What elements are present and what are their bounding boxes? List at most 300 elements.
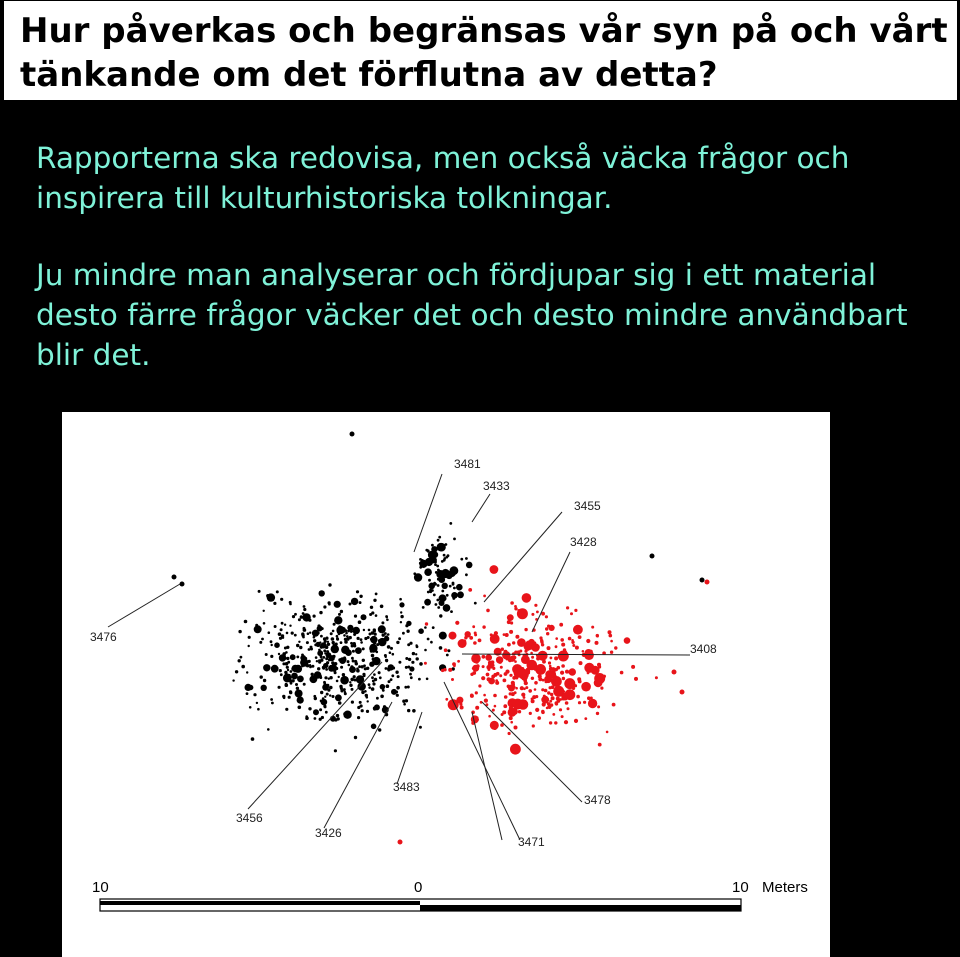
red-find-dot xyxy=(507,614,514,621)
black-find-dot xyxy=(320,658,323,661)
black-find-dot xyxy=(357,637,360,640)
black-find-dot xyxy=(438,536,441,539)
black-find-dot xyxy=(320,655,323,658)
red-find-dot xyxy=(584,717,587,720)
red-find-dot xyxy=(444,648,448,652)
black-find-dot xyxy=(326,650,329,653)
black-find-dot xyxy=(371,631,374,634)
black-find-dot xyxy=(342,673,345,676)
black-find-dot xyxy=(294,668,297,671)
title-box xyxy=(3,0,958,101)
red-find-dot xyxy=(548,675,552,679)
black-find-dot xyxy=(316,660,318,662)
black-find-dot xyxy=(270,698,273,701)
black-find-dot xyxy=(427,638,430,641)
black-find-dot xyxy=(281,622,284,625)
black-find-dot xyxy=(327,643,330,646)
black-find-dot xyxy=(424,626,427,629)
black-find-dot xyxy=(294,634,297,637)
black-find-dot xyxy=(421,559,424,562)
red-find-dot xyxy=(502,651,510,659)
red-find-dot xyxy=(503,633,506,636)
black-find-dot xyxy=(411,661,414,664)
label-3483: 3483 xyxy=(393,780,420,794)
black-find-dot xyxy=(375,593,378,596)
black-find-dot xyxy=(285,651,288,654)
black-find-dot xyxy=(361,614,367,620)
black-find-dot xyxy=(435,603,438,606)
black-find-dot xyxy=(419,566,422,569)
black-find-dot xyxy=(449,522,452,525)
black-find-dot xyxy=(273,602,276,605)
red-find-dot xyxy=(472,667,475,670)
black-find-dot xyxy=(319,718,322,721)
black-find-dot xyxy=(343,634,346,637)
black-find-dot xyxy=(351,598,358,605)
black-find-dot xyxy=(434,563,437,566)
scale-label-left: 10 xyxy=(92,879,109,896)
black-find-dot xyxy=(317,667,320,670)
black-find-dot xyxy=(330,632,333,635)
black-find-dot xyxy=(389,651,392,654)
black-find-dot xyxy=(405,699,408,702)
label-3471: 3471 xyxy=(518,835,545,849)
black-find-dot xyxy=(254,625,262,633)
black-find-dot xyxy=(255,624,258,627)
red-find-dot xyxy=(468,588,472,592)
red-find-dot xyxy=(549,700,552,703)
black-find-dot xyxy=(314,671,322,679)
red-find-dot xyxy=(560,638,564,642)
black-find-dot xyxy=(288,696,291,699)
black-find-dot xyxy=(323,681,326,684)
red-find-dot xyxy=(567,707,570,710)
black-find-dot xyxy=(320,635,323,638)
black-find-dot xyxy=(345,632,348,635)
black-find-dot xyxy=(376,651,379,654)
red-find-dot xyxy=(585,649,593,657)
black-find-dot xyxy=(424,599,431,606)
black-find-dot xyxy=(336,714,339,717)
black-find-dot xyxy=(441,560,444,563)
red-find-dot xyxy=(541,643,544,646)
black-find-dot xyxy=(258,590,261,593)
black-find-dot xyxy=(296,687,299,690)
distribution-map-figure xyxy=(62,412,830,957)
black-find-dot xyxy=(351,688,354,691)
black-find-dot xyxy=(317,650,323,656)
red-find-dot xyxy=(597,663,601,667)
red-find-dot xyxy=(545,680,548,683)
black-find-dot xyxy=(374,678,377,681)
black-find-dot xyxy=(246,692,249,695)
black-find-dot xyxy=(313,615,316,618)
black-find-dot xyxy=(431,546,437,552)
black-find-dot xyxy=(297,676,304,683)
red-find-dot xyxy=(460,706,464,710)
red-find-dot xyxy=(424,662,427,665)
black-find-dot xyxy=(366,710,369,713)
black-find-dot xyxy=(428,555,431,558)
black-find-dot xyxy=(452,583,455,586)
black-find-dot xyxy=(385,667,388,670)
black-find-dot xyxy=(361,709,364,712)
black-find-dot xyxy=(395,671,398,674)
black-find-dot xyxy=(347,660,350,663)
black-find-dot xyxy=(336,680,339,683)
black-find-dot xyxy=(437,539,440,542)
red-find-dot xyxy=(482,655,486,659)
black-find-dot xyxy=(400,621,402,623)
black-find-dot xyxy=(260,675,263,678)
black-find-dot xyxy=(354,736,357,739)
black-find-dot xyxy=(344,691,346,693)
black-find-dot xyxy=(441,590,444,593)
black-find-dot xyxy=(284,657,287,660)
black-find-dot xyxy=(362,659,365,662)
black-find-dot xyxy=(314,697,317,700)
black-find-dot xyxy=(283,697,286,700)
red-find-dot xyxy=(610,651,613,654)
black-find-dot xyxy=(285,683,289,687)
black-find-dot xyxy=(351,701,354,704)
black-find-dot xyxy=(386,684,390,688)
black-find-dot xyxy=(356,590,359,593)
black-find-dot xyxy=(398,637,401,640)
black-find-dot xyxy=(278,653,280,655)
black-find-dot xyxy=(372,682,375,685)
black-find-dot xyxy=(338,701,342,705)
black-find-dot xyxy=(331,637,335,641)
outlier-find-dot xyxy=(680,690,685,695)
black-find-dot xyxy=(276,590,279,593)
black-find-dot xyxy=(334,616,342,624)
red-find-dot xyxy=(476,716,479,719)
red-find-dot xyxy=(560,671,564,675)
black-find-dot xyxy=(460,558,463,561)
black-find-dot xyxy=(319,708,322,711)
black-find-dot xyxy=(451,592,458,599)
red-find-dot xyxy=(537,716,541,720)
black-find-dot xyxy=(359,601,362,604)
red-find-dot xyxy=(531,656,534,659)
black-find-dot xyxy=(289,690,292,693)
scale-label-right: 10 xyxy=(732,879,749,896)
black-find-dot xyxy=(403,703,406,706)
black-find-dot xyxy=(333,623,336,626)
red-find-dot xyxy=(534,604,537,607)
red-find-dot xyxy=(514,605,517,608)
black-find-dot xyxy=(433,594,436,597)
red-find-dot xyxy=(485,654,492,661)
black-find-dot xyxy=(315,656,318,659)
black-find-dot xyxy=(303,627,306,630)
black-find-dot xyxy=(274,642,280,648)
black-find-dot xyxy=(246,671,248,673)
black-find-dot xyxy=(291,654,294,657)
red-find-dot xyxy=(478,684,481,687)
red-find-dot xyxy=(586,639,590,643)
black-find-dot xyxy=(437,584,440,587)
black-find-dot xyxy=(244,620,248,624)
black-find-dot xyxy=(354,660,357,663)
black-find-dot xyxy=(334,601,341,608)
red-find-dot xyxy=(478,639,482,643)
red-find-dot xyxy=(482,665,485,668)
red-find-dot xyxy=(547,646,551,650)
red-find-dot xyxy=(503,679,507,683)
black-find-dot xyxy=(385,656,387,658)
red-find-dot xyxy=(515,687,518,690)
red-find-dot xyxy=(600,687,603,690)
black-find-dot xyxy=(263,610,265,612)
red-find-dot xyxy=(475,660,479,664)
black-find-dot xyxy=(371,687,375,691)
black-find-dot xyxy=(307,632,310,635)
black-find-dot xyxy=(360,638,363,641)
black-find-dot xyxy=(314,632,317,635)
leader-line xyxy=(532,552,570,632)
red-find-dot xyxy=(571,641,574,644)
red-find-dot xyxy=(612,703,616,707)
red-find-dot xyxy=(507,643,511,647)
red-find-dot xyxy=(469,636,473,640)
leader-line xyxy=(397,712,422,784)
leader-line xyxy=(248,662,382,809)
black-find-dot xyxy=(399,602,404,607)
black-find-dot xyxy=(310,646,313,649)
black-find-dot xyxy=(406,630,409,633)
black-find-dot xyxy=(301,654,304,657)
red-find-dot xyxy=(483,595,486,598)
black-find-dot xyxy=(326,652,332,658)
red-find-dot xyxy=(578,635,582,639)
red-find-dot xyxy=(564,678,575,689)
black-find-dot xyxy=(350,678,354,682)
black-find-dot xyxy=(280,628,283,631)
red-find-dot xyxy=(563,650,567,654)
black-find-dot xyxy=(399,598,402,601)
black-find-dot xyxy=(367,700,369,702)
black-find-dot xyxy=(295,690,303,698)
red-find-dot xyxy=(490,660,494,664)
red-find-dot xyxy=(587,696,591,700)
red-find-dot xyxy=(565,701,569,705)
black-find-dot xyxy=(270,655,273,658)
black-find-dot xyxy=(353,675,356,678)
black-find-dot xyxy=(457,591,464,598)
black-find-dot xyxy=(271,644,273,646)
red-find-dot xyxy=(555,637,558,640)
red-find-dot xyxy=(634,677,638,681)
black-find-dot xyxy=(248,636,251,639)
black-find-dot xyxy=(400,611,402,613)
black-find-dot xyxy=(320,691,323,694)
slide-title: Hur påverkas och begränsas vår syn på och vårt tänkande om det förflutna av detta? xyxy=(20,11,948,95)
black-find-dot xyxy=(355,647,362,654)
black-find-dot xyxy=(323,605,326,608)
black-find-dot xyxy=(293,673,296,676)
black-find-dot xyxy=(332,630,335,633)
red-find-dot xyxy=(546,632,549,635)
black-find-dot xyxy=(443,604,451,612)
black-find-dot xyxy=(436,599,439,602)
red-find-dot xyxy=(519,650,522,653)
black-find-dot xyxy=(306,641,309,644)
black-find-dot xyxy=(465,557,468,560)
black-find-dot xyxy=(371,676,374,679)
red-find-dot xyxy=(579,661,583,665)
red-find-dot xyxy=(559,708,562,711)
outlier-find-dot xyxy=(172,575,177,580)
leader-line xyxy=(472,712,502,840)
black-find-dot xyxy=(432,626,435,629)
black-find-dot xyxy=(365,694,368,697)
black-find-dot xyxy=(327,689,330,692)
black-find-dot xyxy=(284,624,286,626)
black-find-dot xyxy=(285,708,288,711)
black-find-dot xyxy=(385,615,388,618)
black-find-dot xyxy=(446,594,449,597)
black-find-dot xyxy=(311,673,314,676)
black-find-dot xyxy=(298,618,301,621)
red-find-dot xyxy=(495,681,499,685)
black-find-dot xyxy=(299,646,302,649)
red-find-dot xyxy=(475,706,479,710)
red-find-dot xyxy=(566,681,569,684)
red-find-dot xyxy=(494,705,497,708)
red-find-dot xyxy=(545,615,548,618)
red-find-dot xyxy=(496,672,500,676)
outlier-find-dot xyxy=(180,582,185,587)
black-find-dot xyxy=(303,683,306,686)
black-find-dot xyxy=(326,693,329,696)
black-find-dot xyxy=(366,667,369,670)
red-find-dot xyxy=(595,641,599,645)
black-find-dot xyxy=(337,717,340,720)
black-find-dot xyxy=(419,562,422,565)
black-find-dot xyxy=(405,657,408,660)
black-find-dot xyxy=(325,711,328,714)
red-find-dot xyxy=(472,625,475,628)
black-find-dot xyxy=(400,615,403,618)
black-find-dot xyxy=(283,654,285,656)
red-find-dot xyxy=(490,634,500,644)
red-find-dot xyxy=(532,724,535,727)
black-find-dot xyxy=(349,684,352,687)
black-find-dot xyxy=(349,603,352,606)
black-find-dot xyxy=(314,717,317,720)
black-find-dot xyxy=(410,676,413,679)
black-find-dot xyxy=(325,668,328,671)
black-find-dot xyxy=(415,653,417,655)
black-find-dot xyxy=(232,679,234,681)
black-find-dot xyxy=(378,728,381,731)
red-find-dot xyxy=(531,699,535,703)
label-3408: 3408 xyxy=(690,642,717,656)
black-find-dot xyxy=(439,632,447,640)
red-find-dot xyxy=(543,695,546,698)
black-find-dot xyxy=(296,644,299,647)
black-find-dot xyxy=(323,649,326,652)
red-find-dot xyxy=(559,623,563,627)
black-find-dot xyxy=(279,669,282,672)
black-find-dot xyxy=(322,667,325,670)
red-find-dot xyxy=(512,641,515,644)
black-find-dot xyxy=(378,625,386,633)
black-find-dot xyxy=(344,638,347,641)
red-find-dot xyxy=(589,701,592,704)
red-find-dot xyxy=(528,689,532,693)
black-find-dot xyxy=(261,638,264,641)
black-find-dot xyxy=(338,633,341,636)
black-find-dot xyxy=(386,619,389,622)
black-find-dot xyxy=(416,657,419,660)
red-find-dot xyxy=(523,679,527,683)
red-find-dot xyxy=(596,712,599,715)
black-find-dot xyxy=(395,691,398,694)
red-find-dot xyxy=(524,628,527,631)
black-find-dot xyxy=(268,631,271,634)
red-find-dot xyxy=(510,700,514,704)
black-find-dot xyxy=(437,606,440,609)
red-find-dot xyxy=(565,670,569,674)
black-find-dot xyxy=(298,706,302,710)
black-find-dot xyxy=(354,615,357,618)
red-find-dot xyxy=(541,711,545,715)
scale-unit: Meters xyxy=(762,879,808,896)
leader-line xyxy=(108,584,180,627)
black-find-dot xyxy=(465,573,468,576)
black-find-dot xyxy=(289,601,292,604)
red-find-dot xyxy=(493,726,497,730)
black-find-dot xyxy=(363,675,366,678)
black-find-dot xyxy=(324,706,327,709)
black-find-dot xyxy=(430,583,433,586)
red-find-dot xyxy=(530,639,533,642)
black-find-dot xyxy=(392,653,395,656)
black-find-dot xyxy=(280,673,283,676)
red-find-dot xyxy=(470,694,473,697)
black-find-dot xyxy=(384,632,387,635)
black-find-dot xyxy=(286,657,289,660)
scale-bar xyxy=(100,899,741,911)
black-find-dot xyxy=(256,702,258,704)
black-find-dot xyxy=(328,678,330,680)
black-find-dot xyxy=(369,613,372,616)
black-find-dot xyxy=(404,686,407,689)
black-find-dot xyxy=(450,566,459,575)
black-find-dot xyxy=(427,550,430,553)
black-find-dot xyxy=(271,702,274,705)
black-find-dot xyxy=(287,661,290,664)
black-find-dot xyxy=(339,685,342,688)
black-find-dot xyxy=(298,641,300,643)
red-find-dot xyxy=(614,646,617,649)
black-find-dot xyxy=(335,694,342,701)
black-find-dot xyxy=(439,600,445,606)
red-find-dot xyxy=(476,664,480,668)
black-find-dot xyxy=(335,643,338,646)
red-find-dot xyxy=(486,609,490,613)
red-find-dot xyxy=(448,668,452,672)
red-find-dot xyxy=(568,637,572,641)
red-find-dot xyxy=(538,651,548,661)
red-find-dot xyxy=(522,593,532,603)
red-find-dot xyxy=(499,674,502,677)
red-find-dot xyxy=(449,632,457,640)
black-find-dot xyxy=(367,636,370,639)
